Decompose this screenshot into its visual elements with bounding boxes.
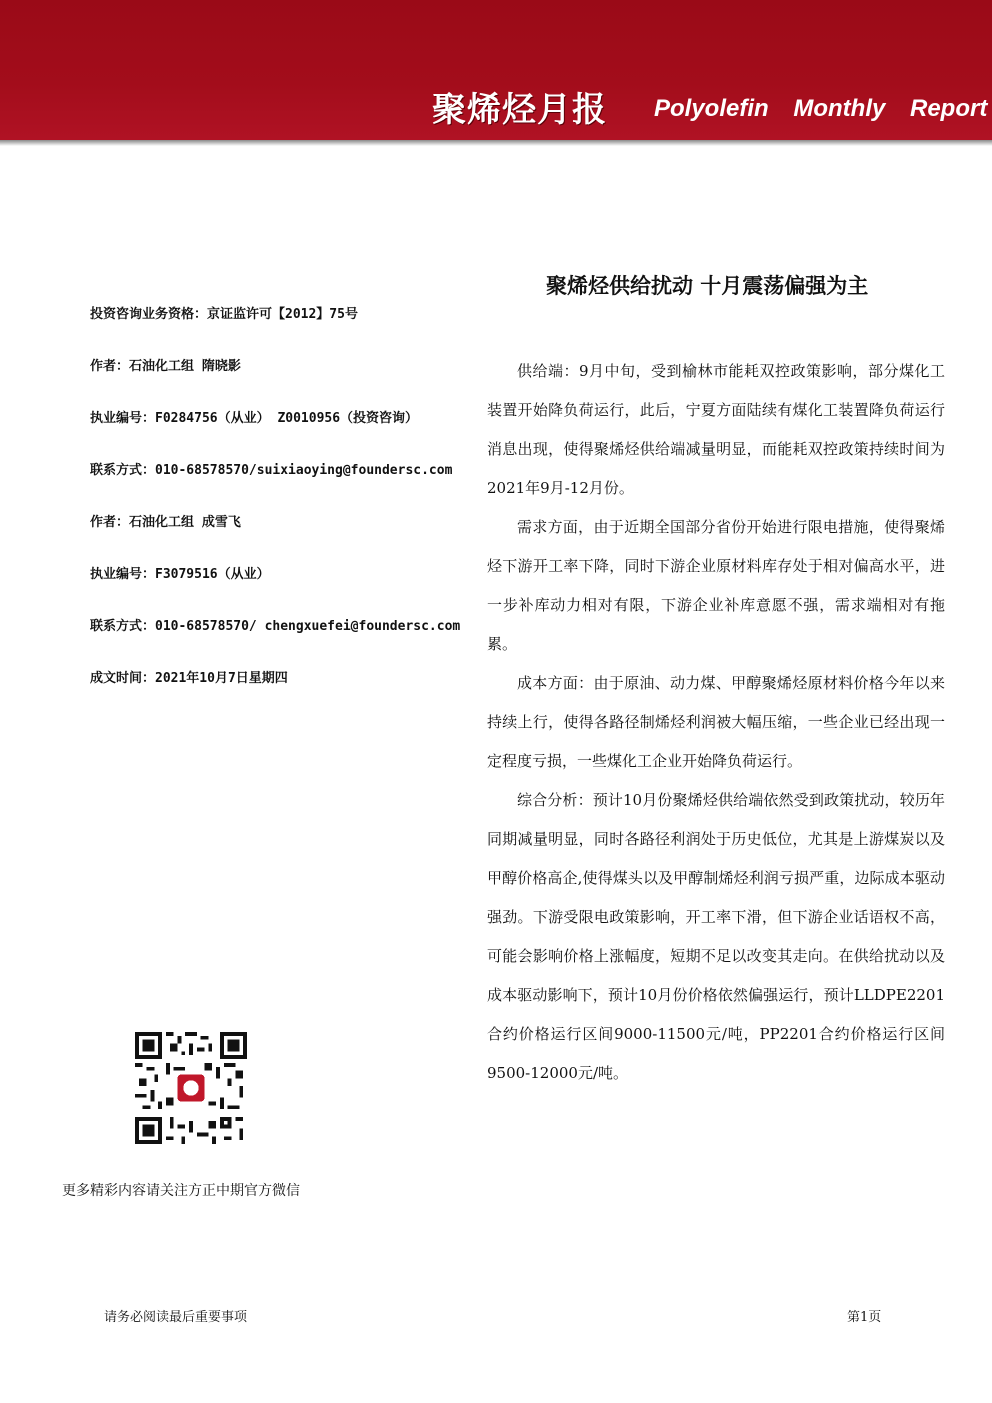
paragraph-cost: 成本方面：由于原油、动力煤、甲醇聚烯烃原材料价格今年以来持续上行，使得各路径制烯烃利润被大幅压缩，一些企业已经出现一定程度亏损，一些煤化工企业开始降负荷运行。	[487, 674, 945, 770]
info-author-1: 作者：石油化工组 隋晓影	[90, 359, 241, 374]
footer-page-number: 第1页	[847, 1310, 882, 1325]
document-title: 聚烯烃供给扰动 十月震荡偏强为主	[546, 274, 869, 298]
info-contact-1: 联系方式：010-68578570/suixiaoying@foundersc.com	[90, 463, 453, 478]
footer-disclaimer-note: 请务必阅读最后重要事项	[104, 1310, 248, 1325]
wechat-qr-code	[135, 1032, 247, 1144]
report-header-band	[0, 0, 992, 140]
info-date: 成文时间：2021年10月7日星期四	[90, 671, 288, 686]
header-shadow	[0, 140, 992, 146]
paragraph-supply: 供给端：9月中旬，受到榆林市能耗双控政策影响，部分煤化工装置开始降负荷运行，此后，宁夏方面陆续有煤化工装置降负荷运行消息出现，使得聚烯烃供给端减量明显，而能耗双控政策持续时间为2021年9月-12月份。	[487, 362, 945, 497]
report-body	[487, 352, 945, 1093]
info-author-2: 作者：石油化工组 成雪飞	[90, 515, 241, 530]
info-license-1: 执业编号：F0284756（从业） Z0010956（投资咨询）	[90, 411, 419, 426]
paragraph-summary: 综合分析：预计10月份聚烯烃供给端依然受到政策扰动，较历年同期减量明显，同时各路径利润处于历史低位，尤其是上游煤炭以及甲醇价格高企,使得煤头以及甲醇制烯烃利润亏损严重，边际成本驱动强劲。下游受限电政策影响，开工率下滑，但下游企业话语权不高，可能会影响价格上涨幅度，短期不足以改变其走向。在供给扰动以及成本驱动影响下，预计10月份价格依然偏强运行，预计LLDPE2201合约价格运行区间9000-11500元/吨，PP2201合约价格运行区间9500-12000元/吨。	[487, 791, 945, 1082]
info-contact-2: 联系方式：010-68578570/ chengxuefei@foundersc.com	[90, 619, 461, 634]
info-qualification: 投资咨询业务资格：京证监许可【2012】75号	[90, 307, 358, 322]
header-en-title: Polyolefin Monthly Report	[654, 95, 988, 122]
info-license-2: 执业编号：F3079516（从业）	[90, 567, 270, 582]
qr-caption: 更多精彩内容请关注方正中期官方微信	[62, 1183, 300, 1199]
header-cn-title: 聚烯烃月报	[432, 90, 607, 130]
paragraph-demand: 需求方面，由于近期全国部分省份开始进行限电措施，使得聚烯烃下游开工率下降，同时下游企业原材料库存处于相对偏高水平，进一步补库动力相对有限，下游企业补库意愿不强，需求端相对有拖累。	[487, 518, 945, 653]
